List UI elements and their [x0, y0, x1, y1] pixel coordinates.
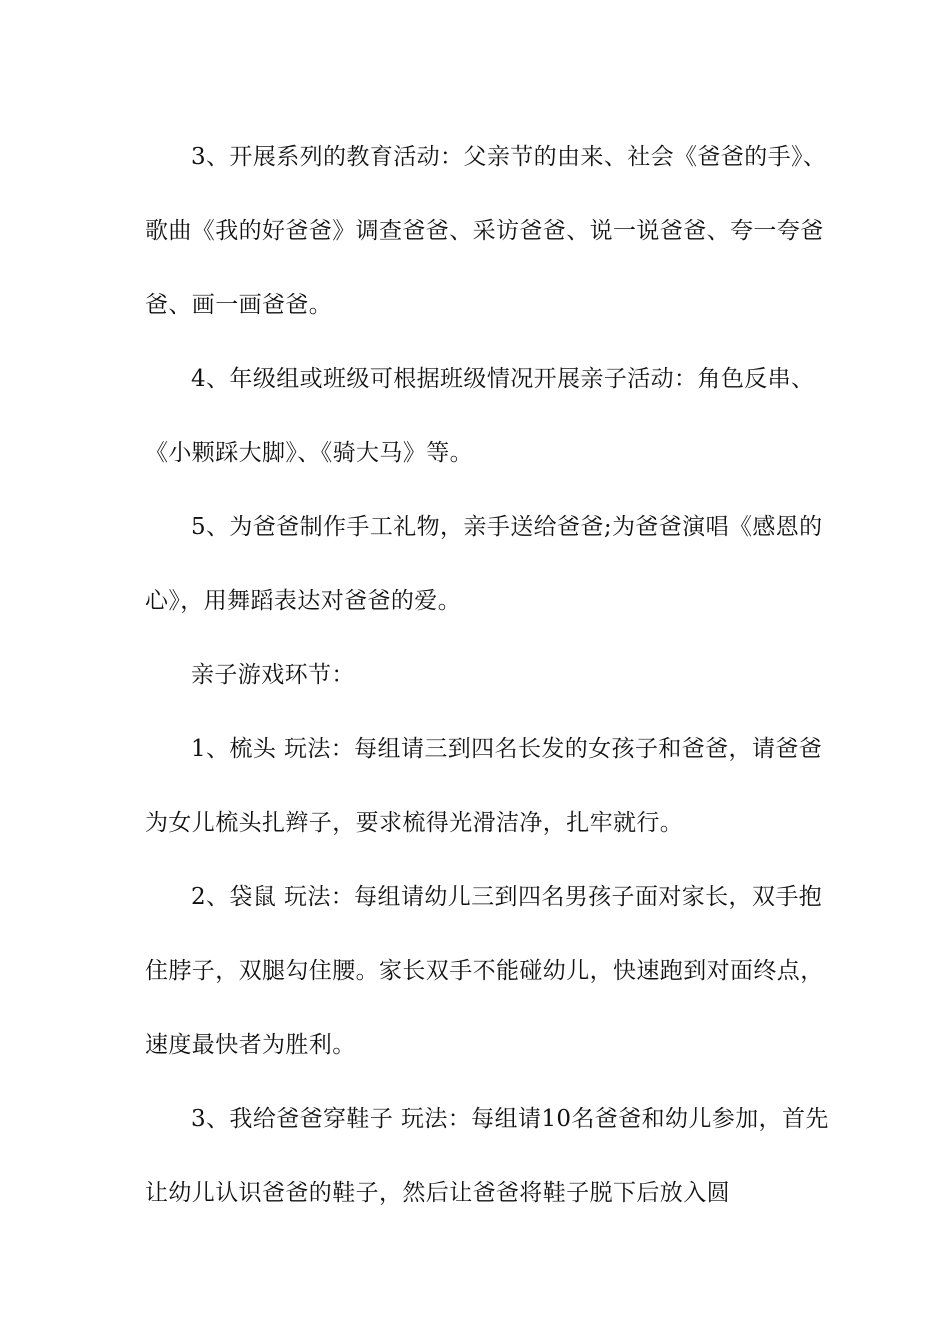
paragraph-game-section-heading: 亲子游戏环节：	[191, 662, 355, 688]
document-body	[145, 120, 835, 1230]
paragraph-game-kangaroo: 2、袋鼠 玩法：每组请幼儿三到四名男孩子面对家长，双手抱住脖子，双腿勾住腰。家长双手不能碰幼儿，快速跑到对面终点，速度最快者为胜利。	[145, 884, 824, 1058]
paragraph-game-shoes: 3、我给爸爸穿鞋子 玩法：每组请10名爸爸和幼儿参加，首先让幼儿认识爸爸的鞋子，然后让爸爸将鞋子脱下后放入圆	[145, 1106, 829, 1206]
paragraph-game-comb-hair: 1、梳头 玩法：每组请三到四名长发的女孩子和爸爸，请爸爸为女儿梳头扎辫子，要求梳得光滑洁净，扎牢就行。	[145, 736, 823, 836]
paragraph-education-activities: 3、开展系列的教育活动：父亲节的由来、社会《爸爸的手》、歌曲《我的好爸爸》调查爸爸、采访爸爸、说一说爸爸、夸一夸爸爸、画一画爸爸。	[145, 144, 827, 318]
paragraph-parent-child-activities: 4、年级组或班级可根据班级情况开展亲子活动：角色反串、《小颗踩大脚》、《骑大马》等。	[145, 366, 815, 466]
paragraph-handmade-gift: 5、为爸爸制作手工礼物，亲手送给爸爸;为爸爸演唱《感恩的心》，用舞蹈表达对爸爸的爱。	[145, 514, 823, 614]
